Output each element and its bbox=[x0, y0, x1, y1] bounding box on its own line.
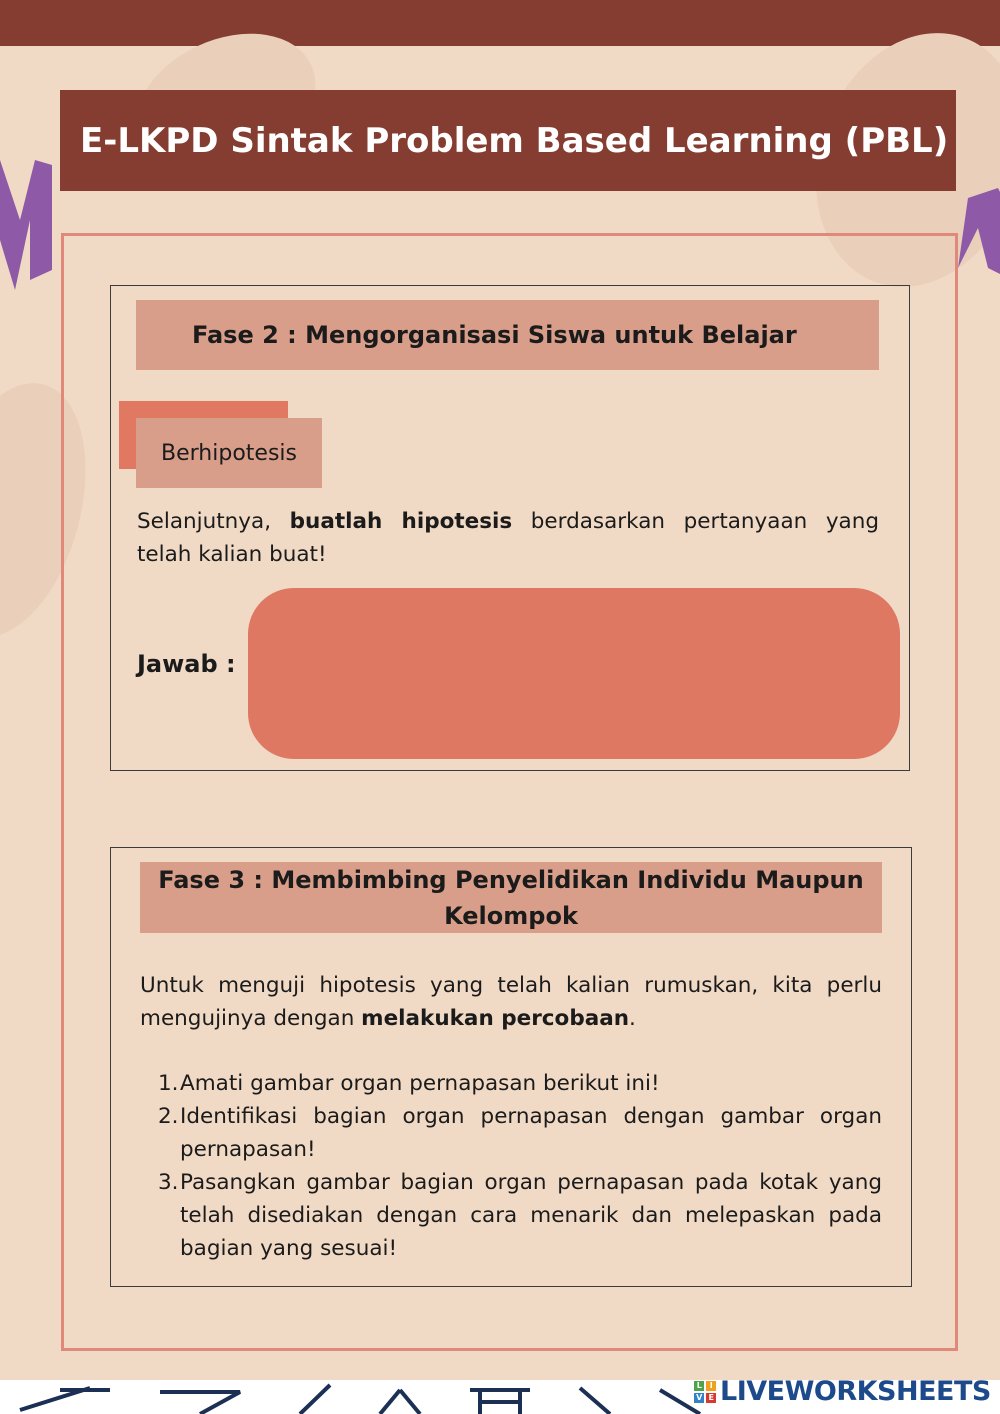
liveworksheets-logo: L I V E bbox=[694, 1381, 716, 1403]
phase2-header: Fase 2 : Mengorganisasi Siswa untuk Belajar bbox=[136, 300, 879, 370]
list-item: 2. Identifikasi bagian organ pernapasan dengan gambar organ pernapasan! bbox=[158, 1104, 882, 1162]
watermark-text: LIVEWORKSHEETS bbox=[720, 1376, 991, 1407]
answer-input-box[interactable] bbox=[248, 588, 900, 759]
top-decorative-band bbox=[0, 0, 1000, 46]
phase2-instruction: Selanjutnya, buatlah hipotesis berdasarkan pertanyaan yang telah kalian buat! bbox=[137, 509, 879, 567]
phase3-header: Fase 3 : Membimbing Penyelidikan Individu Maupun Kelompok bbox=[140, 862, 882, 933]
purple-decoration bbox=[0, 160, 52, 300]
page-title: E-LKPD Sintak Problem Based Learning (PBL) bbox=[60, 90, 956, 191]
purple-decoration bbox=[958, 188, 1000, 278]
list-item: 1. Amati gambar organ pernapasan berikut ini! bbox=[158, 1071, 660, 1096]
phase3-intro: Untuk menguji hipotesis yang telah kalian rumuskan, kita perlu mengujinya dengan melakukan percobaan. bbox=[140, 973, 882, 1031]
phase2-tag: Berhipotesis bbox=[136, 418, 322, 488]
phase3-steps bbox=[140, 1067, 882, 1265]
answer-label: Jawab : bbox=[137, 650, 236, 678]
list-item: 3. Pasangkan gambar bagian organ pernapasan pada kotak yang telah disediakan dengan cara menarik dan melepaskan pada bagian yang sesuai! bbox=[158, 1170, 882, 1261]
liveworksheets-watermark bbox=[694, 1376, 991, 1407]
